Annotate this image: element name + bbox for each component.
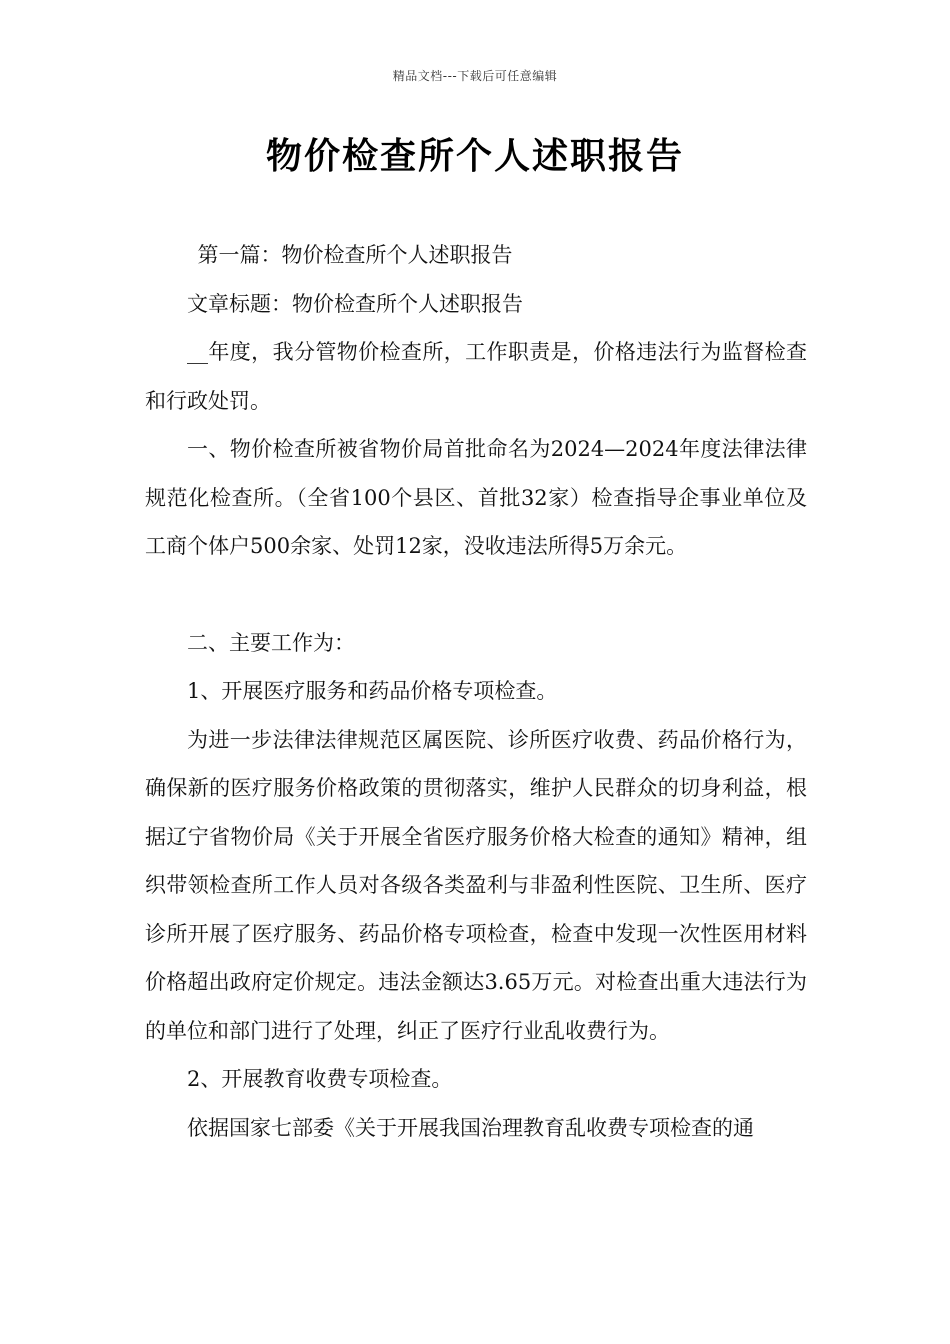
paragraph-item-two-heading: 2、开展教育收费专项检查。 xyxy=(187,1067,453,1091)
paragraph-item-one-body: 为进一步法律法律规范区属医院、诊所医疗收费、药品价格行为，确保新的医疗服务价格政策的贯彻落实，维护人民群众的切身利益，根据辽宁省物价局《关于开展全省医疗服务价格大检查的通知》精神，组织带领检查所工作人员对各级各类盈利与非盈利性医院、卫生所、医疗诊所开展了医疗服务、药品价格专项检查，检查中发现一次性医用材料价格超出政府定价规定。违法金额达3.65万元。对检查出重大违法行为的单位和部门进行了处理，纠正了医疗行业乱收费行为。 xyxy=(145,727,807,1043)
paragraph-part-one: 一、物价检查所被省物价局首批命名为2024—2024年度法律法律规范化检查所。（全省100个县区、首批32家）检查指导企事业单位及工商个体户500余家、处罚12家，没收违法所得5万余元。 xyxy=(145,437,807,558)
header-note: 精品文档---下载后可任意编辑 xyxy=(392,69,558,83)
paragraph-item-two-body: 依据国家七部委《关于开展我国治理教育乱收费专项检查的通 xyxy=(187,1115,754,1140)
paragraph-section-title: 第一篇：物价检查所个人述职报告 xyxy=(197,243,513,267)
paragraph-part-two-heading: 二、主要工作为： xyxy=(187,630,355,655)
paragraph-gap xyxy=(145,571,807,619)
paragraph-item-one-heading: 1、开展医疗服务和药品价格专项检查。 xyxy=(187,679,558,703)
paragraph-intro: __年度，我分管物价检查所，工作职责是，价格违法行为监督检查和行政处罚。 xyxy=(145,340,807,413)
document-body xyxy=(145,231,807,1152)
paragraph-article-title: 文章标题：物价检查所个人述职报告 xyxy=(187,291,523,316)
document-title: 物价检查所个人述职报告 xyxy=(265,136,684,177)
